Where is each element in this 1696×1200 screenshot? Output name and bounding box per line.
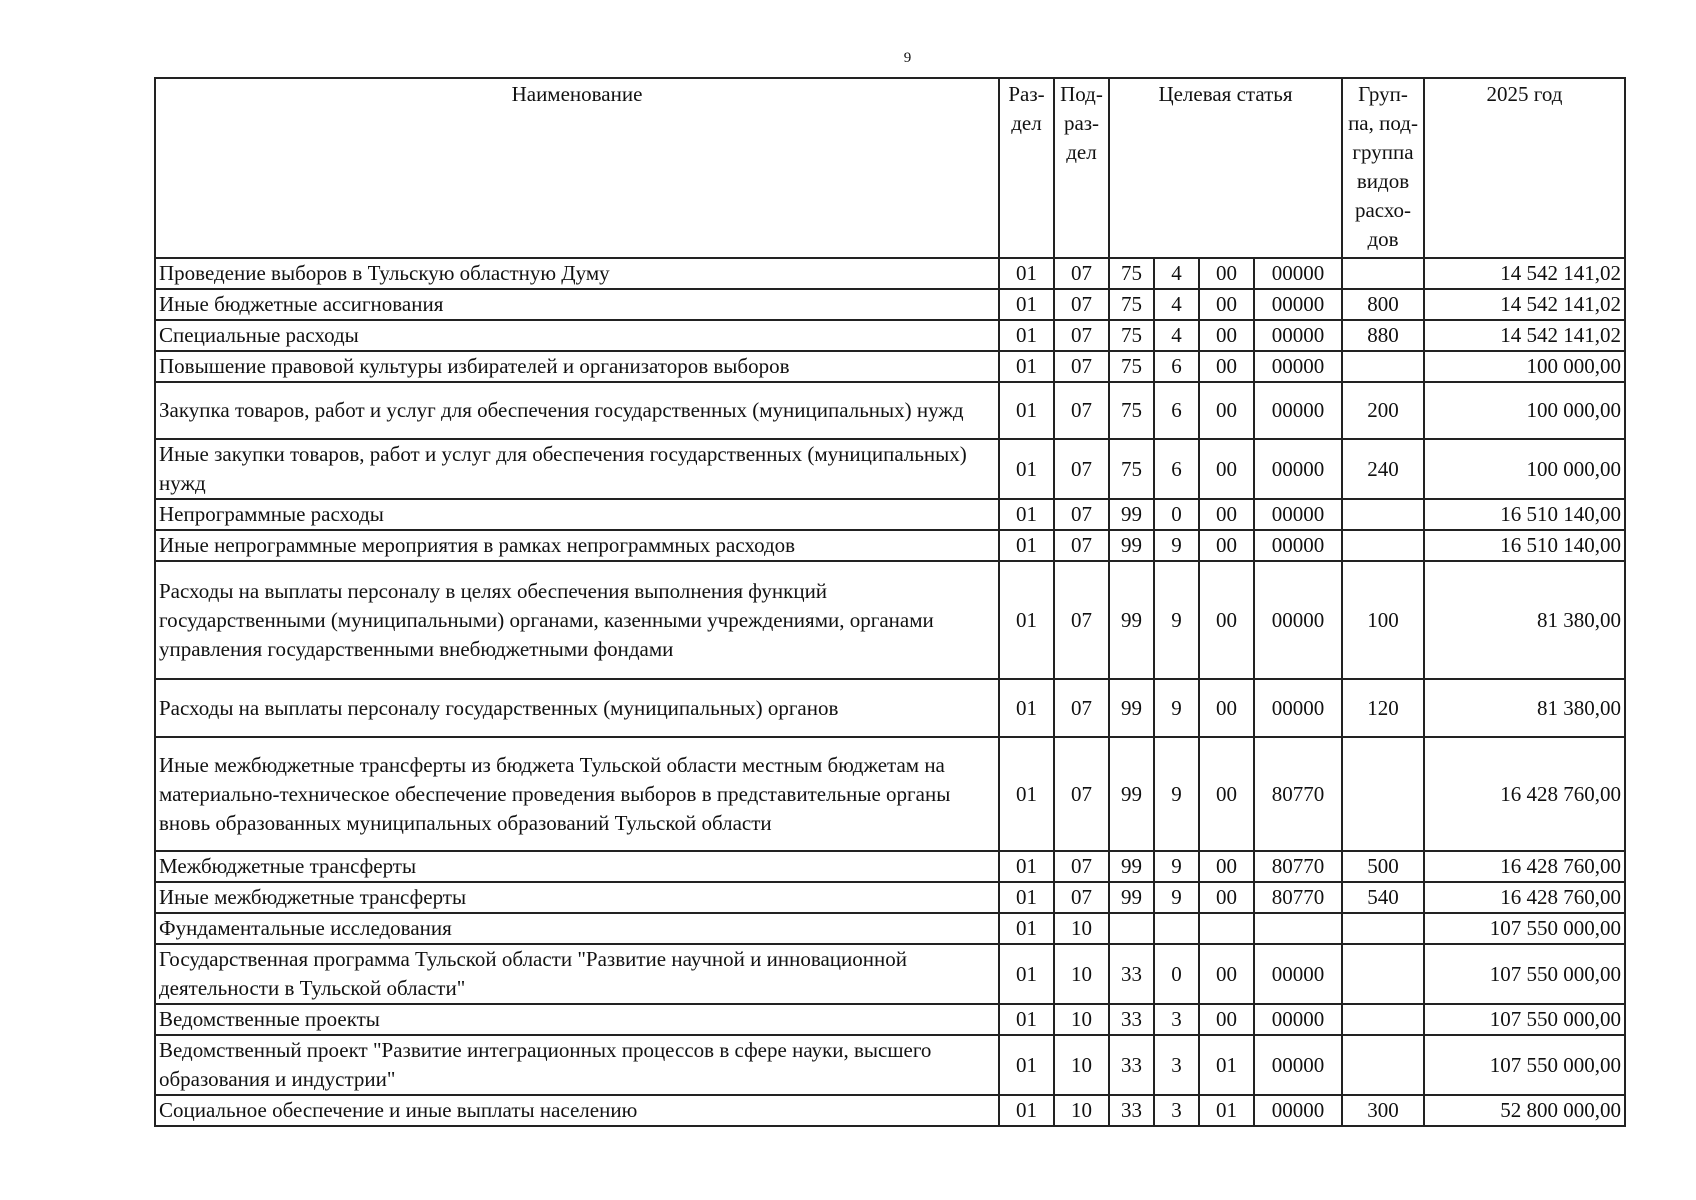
row-target-3: 01 <box>1199 1035 1254 1095</box>
row-subsection: 07 <box>1054 320 1109 351</box>
row-section: 01 <box>999 851 1054 882</box>
row-name: Иные непрограммные мероприятия в рамках непрограммных расходов <box>155 530 999 561</box>
row-group: 500 <box>1342 851 1424 882</box>
row-target-1: 99 <box>1109 851 1154 882</box>
row-target-2: 9 <box>1154 882 1199 913</box>
row-subsection: 07 <box>1054 439 1109 499</box>
row-group: 300 <box>1342 1095 1424 1126</box>
row-target-2: 9 <box>1154 561 1199 679</box>
row-target-2: 4 <box>1154 320 1199 351</box>
table-row <box>155 944 1625 1004</box>
row-target-1: 75 <box>1109 320 1154 351</box>
row-amount: 16 428 760,00 <box>1424 737 1625 851</box>
row-section: 01 <box>999 1004 1054 1035</box>
header-target: Целевая статья <box>1109 78 1342 258</box>
row-group: 240 <box>1342 439 1424 499</box>
row-subsection: 07 <box>1054 258 1109 289</box>
row-subsection: 10 <box>1054 913 1109 944</box>
row-target-3: 00 <box>1199 351 1254 382</box>
row-amount: 16 510 140,00 <box>1424 499 1625 530</box>
row-target-2: 0 <box>1154 944 1199 1004</box>
row-section: 01 <box>999 439 1054 499</box>
row-target-2: 9 <box>1154 679 1199 737</box>
row-target-1: 75 <box>1109 289 1154 320</box>
row-target-4: 80770 <box>1254 851 1342 882</box>
row-name: Проведение выборов в Тульскую областную Думу <box>155 258 999 289</box>
row-target-4: 00000 <box>1254 258 1342 289</box>
row-target-3: 00 <box>1199 382 1254 439</box>
row-target-2: 9 <box>1154 737 1199 851</box>
table-row <box>155 737 1625 851</box>
row-name: Социальное обеспечение и иные выплаты населению <box>155 1095 999 1126</box>
table-row <box>155 320 1625 351</box>
budget-table <box>154 77 1626 1127</box>
row-name: Иные закупки товаров, работ и услуг для обеспечения государственных (муниципальных) нужд <box>155 439 999 499</box>
row-amount: 81 380,00 <box>1424 561 1625 679</box>
table-row <box>155 530 1625 561</box>
row-target-1: 75 <box>1109 382 1154 439</box>
row-target-3: 00 <box>1199 561 1254 679</box>
table-row <box>155 351 1625 382</box>
row-target-1: 99 <box>1109 499 1154 530</box>
row-amount: 107 550 000,00 <box>1424 1035 1625 1095</box>
row-target-3: 00 <box>1199 320 1254 351</box>
row-target-4: 00000 <box>1254 320 1342 351</box>
row-group <box>1342 530 1424 561</box>
row-target-1: 33 <box>1109 1035 1154 1095</box>
row-target-2: 6 <box>1154 382 1199 439</box>
row-group <box>1342 499 1424 530</box>
row-target-4: 00000 <box>1254 499 1342 530</box>
row-target-3 <box>1199 913 1254 944</box>
row-group <box>1342 1004 1424 1035</box>
row-target-4: 00000 <box>1254 530 1342 561</box>
row-subsection: 07 <box>1054 737 1109 851</box>
row-target-4: 80770 <box>1254 737 1342 851</box>
row-target-1: 33 <box>1109 1095 1154 1126</box>
row-subsection: 07 <box>1054 882 1109 913</box>
table-row <box>155 1035 1625 1095</box>
row-target-4: 00000 <box>1254 561 1342 679</box>
row-target-2: 4 <box>1154 258 1199 289</box>
row-group <box>1342 1035 1424 1095</box>
row-amount: 100 000,00 <box>1424 439 1625 499</box>
table-row <box>155 1095 1625 1126</box>
row-name: Ведомственный проект "Развитие интеграционных процессов в сфере науки, высшего образования и индустрии" <box>155 1035 999 1095</box>
row-subsection: 10 <box>1054 1035 1109 1095</box>
row-target-3: 00 <box>1199 530 1254 561</box>
row-amount: 16 428 760,00 <box>1424 851 1625 882</box>
row-target-2: 9 <box>1154 530 1199 561</box>
row-target-4: 00000 <box>1254 679 1342 737</box>
header-name: Наименование <box>155 78 999 258</box>
row-target-1: 75 <box>1109 258 1154 289</box>
row-amount: 14 542 141,02 <box>1424 289 1625 320</box>
row-section: 01 <box>999 499 1054 530</box>
row-target-4: 00000 <box>1254 1095 1342 1126</box>
table-header <box>155 78 1625 258</box>
header-group: Груп-па, под-группа видов расхо-дов <box>1342 78 1424 258</box>
row-name: Фундаментальные исследования <box>155 913 999 944</box>
row-target-2 <box>1154 913 1199 944</box>
row-name: Ведомственные проекты <box>155 1004 999 1035</box>
row-amount: 100 000,00 <box>1424 351 1625 382</box>
row-target-3: 00 <box>1199 1004 1254 1035</box>
row-amount: 100 000,00 <box>1424 382 1625 439</box>
row-target-1: 99 <box>1109 737 1154 851</box>
row-section: 01 <box>999 530 1054 561</box>
row-subsection: 07 <box>1054 351 1109 382</box>
row-name: Государственная программа Тульской области "Развитие научной и инновационной деятельности в Тульской области" <box>155 944 999 1004</box>
row-name: Специальные расходы <box>155 320 999 351</box>
row-target-2: 6 <box>1154 351 1199 382</box>
row-target-2: 3 <box>1154 1004 1199 1035</box>
row-target-3: 00 <box>1199 439 1254 499</box>
row-group: 540 <box>1342 882 1424 913</box>
row-target-2: 0 <box>1154 499 1199 530</box>
table-row <box>155 882 1625 913</box>
row-target-1: 99 <box>1109 882 1154 913</box>
row-section: 01 <box>999 1095 1054 1126</box>
row-name: Иные бюджетные ассигнования <box>155 289 999 320</box>
row-target-1: 99 <box>1109 679 1154 737</box>
table-row <box>155 851 1625 882</box>
row-target-1 <box>1109 913 1154 944</box>
row-name: Расходы на выплаты персоналу государственных (муниципальных) органов <box>155 679 999 737</box>
row-target-1: 75 <box>1109 439 1154 499</box>
row-subsection: 10 <box>1054 944 1109 1004</box>
row-group: 120 <box>1342 679 1424 737</box>
row-amount: 107 550 000,00 <box>1424 1004 1625 1035</box>
row-group <box>1342 944 1424 1004</box>
row-target-3: 00 <box>1199 258 1254 289</box>
row-target-3: 00 <box>1199 737 1254 851</box>
row-amount: 14 542 141,02 <box>1424 320 1625 351</box>
row-target-1: 33 <box>1109 1004 1154 1035</box>
row-target-1: 75 <box>1109 351 1154 382</box>
row-group: 100 <box>1342 561 1424 679</box>
row-target-3: 00 <box>1199 679 1254 737</box>
table-row <box>155 499 1625 530</box>
row-target-4: 80770 <box>1254 882 1342 913</box>
header-year: 2025 год <box>1424 78 1625 258</box>
row-name: Непрограммные расходы <box>155 499 999 530</box>
row-target-3: 01 <box>1199 1095 1254 1126</box>
row-target-1: 99 <box>1109 561 1154 679</box>
row-target-3: 00 <box>1199 882 1254 913</box>
row-subsection: 07 <box>1054 851 1109 882</box>
row-section: 01 <box>999 737 1054 851</box>
row-group: 800 <box>1342 289 1424 320</box>
row-amount: 16 428 760,00 <box>1424 882 1625 913</box>
row-section: 01 <box>999 382 1054 439</box>
row-section: 01 <box>999 351 1054 382</box>
row-section: 01 <box>999 320 1054 351</box>
row-amount: 107 550 000,00 <box>1424 944 1625 1004</box>
row-target-4: 00000 <box>1254 1004 1342 1035</box>
row-name: Межбюджетные трансферты <box>155 851 999 882</box>
row-section: 01 <box>999 913 1054 944</box>
row-target-2: 3 <box>1154 1035 1199 1095</box>
row-target-3: 00 <box>1199 289 1254 320</box>
row-group <box>1342 351 1424 382</box>
table-row <box>155 913 1625 944</box>
row-amount: 14 542 141,02 <box>1424 258 1625 289</box>
table-row <box>155 679 1625 737</box>
row-target-3: 00 <box>1199 499 1254 530</box>
row-name: Расходы на выплаты персоналу в целях обеспечения выполнения функций государственными (муниципальными) органами, казенными учреждениями, органами управления государственными внебюджетными фондами <box>155 561 999 679</box>
row-subsection: 07 <box>1054 382 1109 439</box>
row-target-2: 3 <box>1154 1095 1199 1126</box>
row-name: Повышение правовой культуры избирателей и организаторов выборов <box>155 351 999 382</box>
row-amount: 107 550 000,00 <box>1424 913 1625 944</box>
row-section: 01 <box>999 258 1054 289</box>
row-target-2: 9 <box>1154 851 1199 882</box>
row-section: 01 <box>999 679 1054 737</box>
row-group: 880 <box>1342 320 1424 351</box>
row-section: 01 <box>999 944 1054 1004</box>
row-target-4: 00000 <box>1254 439 1342 499</box>
row-subsection: 07 <box>1054 530 1109 561</box>
row-amount: 52 800 000,00 <box>1424 1095 1625 1126</box>
row-target-1: 33 <box>1109 944 1154 1004</box>
page-number: 9 <box>903 50 912 66</box>
row-subsection: 10 <box>1054 1095 1109 1126</box>
row-target-3: 00 <box>1199 851 1254 882</box>
header-subsection: Под-раз-дел <box>1054 78 1109 258</box>
table-row <box>155 258 1625 289</box>
row-amount: 16 510 140,00 <box>1424 530 1625 561</box>
header-section: Раз-дел <box>999 78 1054 258</box>
row-target-4: 00000 <box>1254 289 1342 320</box>
table-row <box>155 289 1625 320</box>
row-amount: 81 380,00 <box>1424 679 1625 737</box>
row-target-4: 00000 <box>1254 944 1342 1004</box>
row-group <box>1342 913 1424 944</box>
row-target-4: 00000 <box>1254 1035 1342 1095</box>
row-section: 01 <box>999 1035 1054 1095</box>
row-name: Иные межбюджетные трансферты из бюджета Тульской области местным бюджетам на материально-техническое обеспечение проведения выборов в представительные органы вновь образованных муниципальных образований Тульской области <box>155 737 999 851</box>
row-target-2: 4 <box>1154 289 1199 320</box>
table-row <box>155 439 1625 499</box>
row-target-4: 00000 <box>1254 351 1342 382</box>
row-name: Иные межбюджетные трансферты <box>155 882 999 913</box>
row-target-4 <box>1254 913 1342 944</box>
table-row <box>155 561 1625 679</box>
table-row <box>155 382 1625 439</box>
row-section: 01 <box>999 289 1054 320</box>
row-target-2: 6 <box>1154 439 1199 499</box>
row-section: 01 <box>999 882 1054 913</box>
row-group <box>1342 258 1424 289</box>
row-group <box>1342 737 1424 851</box>
row-subsection: 07 <box>1054 499 1109 530</box>
row-target-3: 00 <box>1199 944 1254 1004</box>
row-subsection: 07 <box>1054 561 1109 679</box>
row-group: 200 <box>1342 382 1424 439</box>
row-target-4: 00000 <box>1254 382 1342 439</box>
row-subsection: 07 <box>1054 289 1109 320</box>
row-subsection: 07 <box>1054 679 1109 737</box>
row-subsection: 10 <box>1054 1004 1109 1035</box>
row-section: 01 <box>999 561 1054 679</box>
row-name: Закупка товаров, работ и услуг для обеспечения государственных (муниципальных) нужд <box>155 382 999 439</box>
table-row <box>155 1004 1625 1035</box>
row-target-1: 99 <box>1109 530 1154 561</box>
